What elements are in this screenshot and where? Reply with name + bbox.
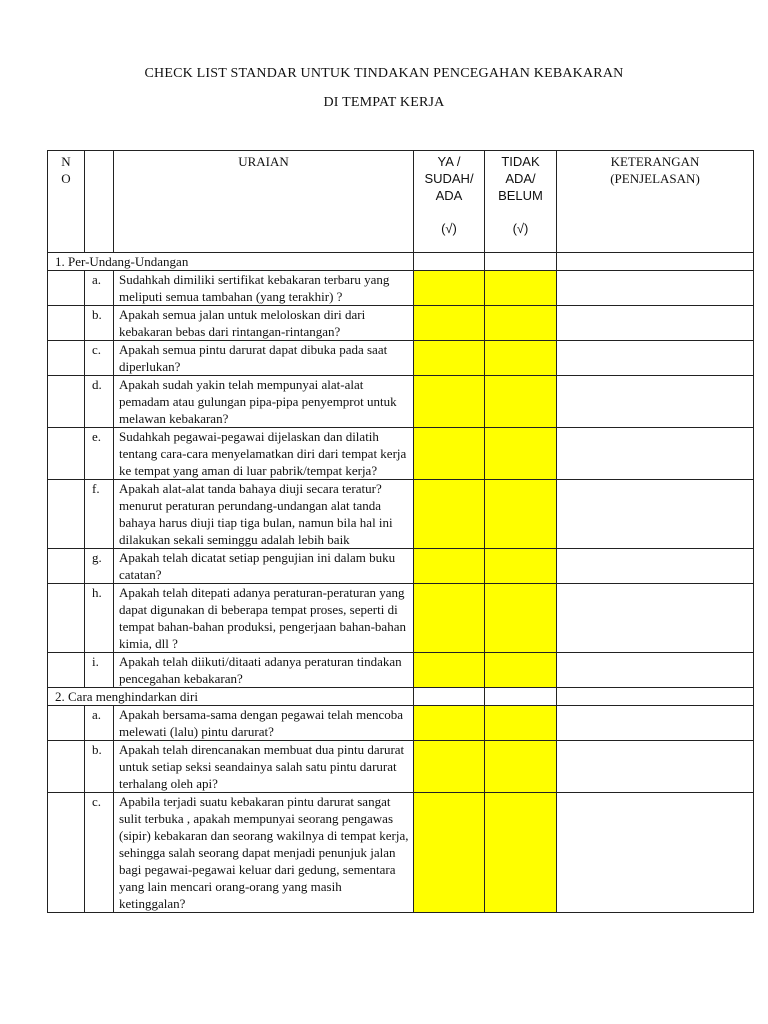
ya-check-cell[interactable] <box>414 376 485 428</box>
keterangan-cell[interactable] <box>557 549 754 584</box>
keterangan-cell[interactable] <box>557 271 754 306</box>
item-letter: c. <box>85 793 114 913</box>
checklist-item-row <box>48 428 754 480</box>
header-no: N O <box>48 151 85 253</box>
tidak-cell[interactable] <box>485 253 557 271</box>
item-letter: d. <box>85 376 114 428</box>
item-question: Apabila terjadi suatu kebakaran pintu darurat sangat sulit terbuka , apakah mempunyai seorang pengawas (sipir) kebakaran dan seorang wakilnya di tempat kerja, sehingga salah seorang dapat menjadi penunjuk jalan bagi pegawai-pegawai keluar dari gedung, sementara yang lain mencari orang-orang yang masih ketinggalan? <box>114 793 414 913</box>
table-header-row <box>48 151 754 253</box>
tidak-check-cell[interactable] <box>485 741 557 793</box>
keterangan-cell[interactable] <box>557 480 754 549</box>
item-question: Apakah telah diikuti/ditaati adanya peraturan tindakan pencegahan kebakaran? <box>114 653 414 688</box>
tidak-check-cell[interactable] <box>485 376 557 428</box>
number-cell <box>48 341 85 376</box>
item-question: Apakah alat-alat tanda bahaya diuji secara teratur? menurut peraturan perundang-undangan alat tanda bahaya harus diuji tiap tiga bulan, namun bila hal ini dilakukan sekali seminggu adalah lebih baik <box>114 480 414 549</box>
tidak-check-cell[interactable] <box>485 653 557 688</box>
item-question: Apakah telah ditepati adanya peraturan-peraturan yang dapat digunakan di beberapa tempat proses, seperti di tempat bahan-bahan produksi, pengerjaan bahan-bahan kimia, dll ? <box>114 584 414 653</box>
tidak-check-cell[interactable] <box>485 271 557 306</box>
item-question: Apakah semua jalan untuk meloloskan diri dari kebakaran bebas dari rintangan-rintangan? <box>114 306 414 341</box>
ya-check-cell[interactable] <box>414 428 485 480</box>
item-letter: a. <box>85 706 114 741</box>
ya-cell[interactable] <box>414 253 485 271</box>
keterangan-cell[interactable] <box>557 706 754 741</box>
item-letter: f. <box>85 480 114 549</box>
item-letter: e. <box>85 428 114 480</box>
keterangan-cell[interactable] <box>557 584 754 653</box>
tidak-cell[interactable] <box>485 688 557 706</box>
item-letter: a. <box>85 271 114 306</box>
ya-check-cell[interactable] <box>414 341 485 376</box>
checklist-item-row <box>48 480 754 549</box>
ya-check-cell[interactable] <box>414 584 485 653</box>
item-letter: c. <box>85 341 114 376</box>
item-question: Apakah telah direncanakan membuat dua pintu darurat untuk setiap seksi seandainya salah satu pintu darurat terhalang oleh api? <box>114 741 414 793</box>
ya-check-cell[interactable] <box>414 653 485 688</box>
number-cell <box>48 549 85 584</box>
checklist-item-row <box>48 653 754 688</box>
keterangan-cell[interactable] <box>557 428 754 480</box>
number-cell <box>48 376 85 428</box>
tidak-check-cell[interactable] <box>485 706 557 741</box>
number-cell <box>48 306 85 341</box>
keterangan-cell[interactable] <box>557 688 754 706</box>
item-question: Sudahkah pegawai-pegawai dijelaskan dan dilatih tentang cara-cara menyelamatkan diri dari tempat kerja ke tempat yang aman di luar pabrik/tempat kerja? <box>114 428 414 480</box>
number-cell <box>48 653 85 688</box>
item-question: Apakah sudah yakin telah mempunyai alat-alat pemadam atau gulungan pipa-pipa penyemprot untuk melawan kebakaran? <box>114 376 414 428</box>
checklist-item-row <box>48 306 754 341</box>
header-keterangan: KETERANGAN (PENJELASAN) <box>557 151 754 253</box>
keterangan-cell[interactable] <box>557 306 754 341</box>
section-title: 1. Per-Undang-Undangan <box>48 253 414 271</box>
tidak-check-cell[interactable] <box>485 584 557 653</box>
checklist-item-row <box>48 271 754 306</box>
ya-check-cell[interactable] <box>414 306 485 341</box>
ya-check-cell[interactable] <box>414 271 485 306</box>
keterangan-cell[interactable] <box>557 341 754 376</box>
item-letter: h. <box>85 584 114 653</box>
header-sub-letter <box>85 151 114 253</box>
header-tidak-check-symbol: (√) <box>512 221 529 236</box>
header-ya-check-symbol: (√) <box>441 221 457 236</box>
checklist-item-row <box>48 741 754 793</box>
section-row <box>48 688 754 706</box>
section-title: 2. Cara menghindarkan diri <box>48 688 414 706</box>
tidak-check-cell[interactable] <box>485 428 557 480</box>
item-letter: b. <box>85 741 114 793</box>
number-cell <box>48 793 85 913</box>
tidak-check-cell[interactable] <box>485 306 557 341</box>
tidak-check-cell[interactable] <box>485 549 557 584</box>
item-question: Apakah bersama-sama dengan pegawai telah mencoba melewati (lalu) pintu darurat? <box>114 706 414 741</box>
checklist-item-row <box>48 376 754 428</box>
item-letter: i. <box>85 653 114 688</box>
header-tidak: TIDAK ADA/ BELUM (√) <box>485 151 557 253</box>
item-letter: g. <box>85 549 114 584</box>
ya-check-cell[interactable] <box>414 793 485 913</box>
keterangan-cell[interactable] <box>557 793 754 913</box>
number-cell <box>48 741 85 793</box>
item-question: Apakah telah dicatat setiap pengujian ini dalam buku catatan? <box>114 549 414 584</box>
ya-check-cell[interactable] <box>414 706 485 741</box>
ya-cell[interactable] <box>414 688 485 706</box>
header-ya: YA / SUDAH/ ADA (√) <box>414 151 485 253</box>
document-subtitle: DI TEMPAT KERJA <box>323 95 445 110</box>
ya-check-cell[interactable] <box>414 480 485 549</box>
item-question: Sudahkah dimiliki sertifikat kebakaran terbaru yang meliputi semua tambahan (yang terakhir) ? <box>114 271 414 306</box>
checklist-item-row <box>48 793 754 913</box>
checklist-item-row <box>48 706 754 741</box>
tidak-check-cell[interactable] <box>485 793 557 913</box>
checklist-item-row <box>48 341 754 376</box>
checklist-item-row <box>48 584 754 653</box>
keterangan-cell[interactable] <box>557 741 754 793</box>
number-cell <box>48 584 85 653</box>
number-cell <box>48 480 85 549</box>
header-uraian: URAIAN <box>114 151 414 253</box>
number-cell <box>48 706 85 741</box>
keterangan-cell[interactable] <box>557 653 754 688</box>
number-cell <box>48 271 85 306</box>
tidak-check-cell[interactable] <box>485 480 557 549</box>
section-row <box>48 253 754 271</box>
number-cell <box>48 428 85 480</box>
checklist-table <box>47 150 754 913</box>
item-letter: b. <box>85 306 114 341</box>
ya-check-cell[interactable] <box>414 549 485 584</box>
keterangan-cell[interactable] <box>557 376 754 428</box>
item-question: Apakah semua pintu darurat dapat dibuka pada saat diperlukan? <box>114 341 414 376</box>
document-title: CHECK LIST STANDAR UNTUK TINDAKAN PENCEGAHAN KEBAKARAN <box>144 66 624 81</box>
ya-check-cell[interactable] <box>414 741 485 793</box>
tidak-check-cell[interactable] <box>485 341 557 376</box>
checklist-item-row <box>48 549 754 584</box>
keterangan-cell[interactable] <box>557 253 754 271</box>
